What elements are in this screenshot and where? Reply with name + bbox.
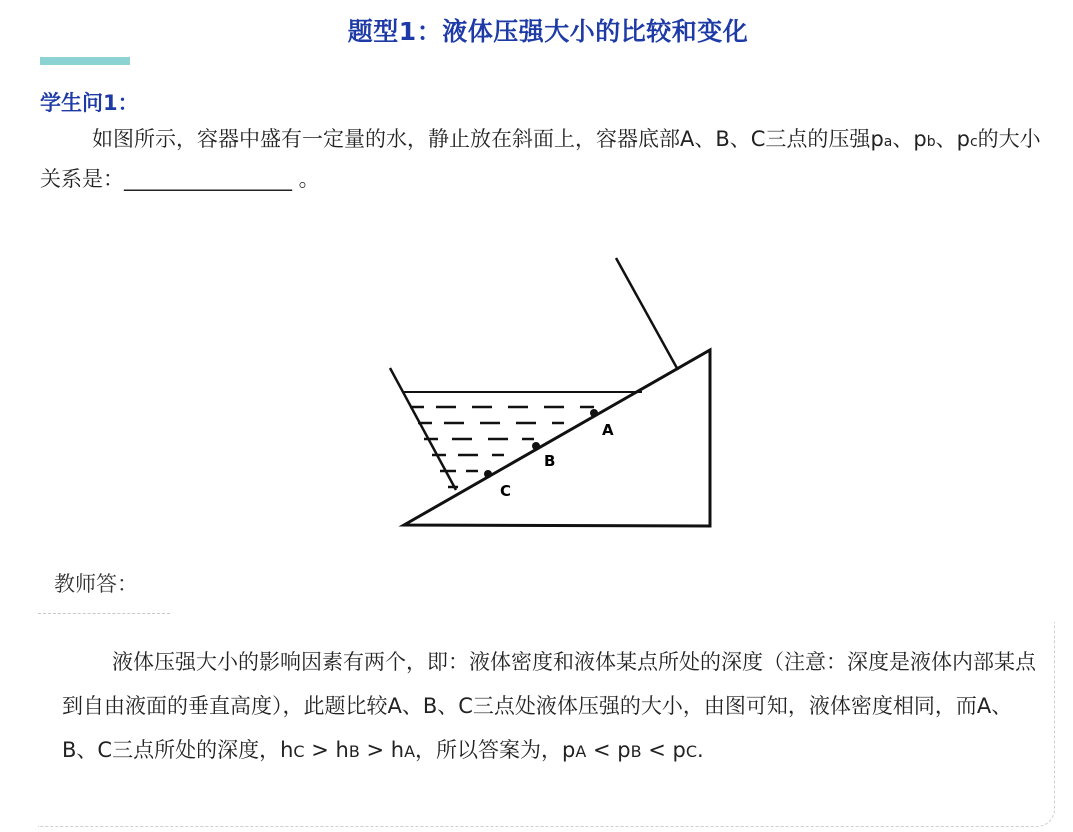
point-b bbox=[532, 442, 540, 450]
p-symbol: p bbox=[870, 127, 884, 151]
label-b: B bbox=[544, 452, 556, 470]
question-text bbox=[40, 121, 1060, 198]
separator: 、p bbox=[935, 127, 970, 151]
answer-conclusion: ，所以答案为，p bbox=[415, 738, 576, 762]
point-c bbox=[484, 470, 492, 478]
question-label: 学生问1： bbox=[40, 91, 139, 115]
lt: < p bbox=[586, 738, 631, 762]
gt: > h bbox=[304, 738, 349, 762]
divider bbox=[38, 613, 170, 614]
sub-hc: C bbox=[293, 742, 305, 761]
container-right-wall bbox=[616, 258, 678, 370]
sub-pc: C bbox=[685, 742, 698, 761]
point-a bbox=[590, 409, 598, 417]
subscript-b: b bbox=[926, 134, 936, 150]
separator: 、p bbox=[892, 127, 927, 151]
label-a: A bbox=[602, 421, 614, 439]
sub-hb: B bbox=[348, 742, 360, 761]
incline bbox=[404, 350, 710, 526]
subscript-a: a bbox=[883, 134, 893, 150]
container-on-slope-diagram bbox=[380, 250, 720, 535]
subscript-c: c bbox=[969, 134, 978, 150]
sub-pb: B bbox=[630, 742, 642, 761]
gt: > h bbox=[359, 738, 405, 762]
sub-pa: A bbox=[575, 742, 587, 761]
page-title: 题型1：液体压强大小的比较和变化 bbox=[347, 17, 749, 46]
question-line1: 如图所示，容器中盛有一定量的水，静止放在斜面上，容器底部A、B、C三点的压强 bbox=[92, 127, 871, 151]
question-blank: 的大小关系是：________________ 。 bbox=[40, 127, 1041, 191]
accent-bar bbox=[40, 57, 130, 65]
teacher-label: 教师答： bbox=[54, 572, 138, 596]
answer-body: 液体压强大小的影响因素有两个，即：液体密度和液体某点所处的深度（注意：深度是液体内部某点到自由液面的垂直高度），此题比较A、B、C三点处液体压强的大小，由图可知，液体密度相同，而A、B、C三点所处的深度，h bbox=[62, 650, 1036, 762]
label-c: C bbox=[500, 482, 512, 500]
answer-text bbox=[62, 640, 1037, 774]
period: . bbox=[697, 738, 704, 762]
lt: < p bbox=[641, 738, 686, 762]
sub-ha: A bbox=[404, 742, 416, 761]
water-dashes bbox=[410, 407, 594, 487]
